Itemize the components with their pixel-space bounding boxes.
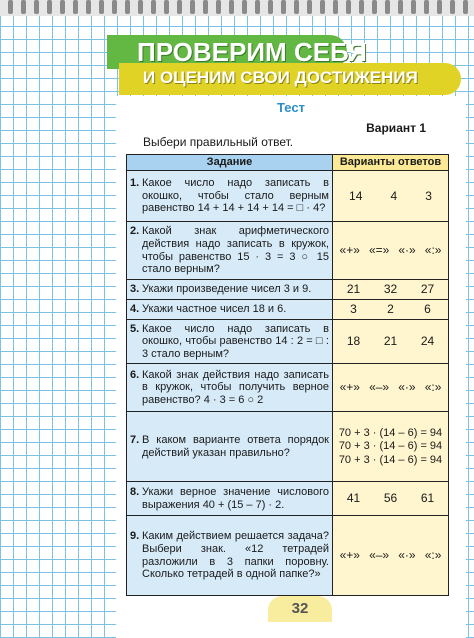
question-text: Какое число надо записать в окошко, чтобы стало верным равенство 14 + 14 + 14 + 14 = □ · 4? [142, 177, 329, 215]
table-row [127, 482, 449, 516]
spiral-coil [112, 0, 117, 14]
question-text: Укажи верное значение числового выражения 40 + (15 – 7) · 2. [142, 485, 329, 511]
spiral-coil [450, 0, 455, 14]
task-column-header: Задание [127, 155, 333, 171]
answer-option[interactable]: «·» [398, 380, 416, 395]
spiral-coil [385, 0, 390, 14]
answer-option[interactable]: 21 [346, 282, 361, 297]
spiral-coil [372, 0, 377, 14]
test-title: Тест [277, 100, 305, 115]
spiral-coil [203, 0, 208, 14]
question-number: 6. [130, 368, 140, 381]
test-table [126, 154, 449, 596]
question-number: 4. [130, 303, 140, 316]
spiral-coil [242, 0, 247, 14]
spiral-coil [8, 0, 13, 14]
spiral-coil [359, 0, 364, 14]
answers-column-header: Варианты ответов [333, 155, 449, 171]
question-number: 9. [130, 530, 140, 543]
table-row [127, 412, 449, 482]
variant-label: Вариант 1 [366, 121, 426, 135]
answer-option[interactable]: 70 + 3 · (14 – 6) = 94 [338, 453, 443, 466]
table-header [127, 155, 449, 171]
answer-option[interactable]: 3 [350, 302, 357, 317]
answer-option[interactable]: 14 [349, 188, 363, 203]
answer-option[interactable]: 24 [420, 334, 435, 349]
spiral-coil [229, 0, 234, 14]
question-number: 7. [130, 433, 140, 446]
spiral-coil [333, 0, 338, 14]
answer-option[interactable]: «+» [339, 548, 360, 563]
spiral-coil [164, 0, 169, 14]
question-number: 2. [130, 225, 140, 238]
spiral-coil [34, 0, 39, 14]
instruction-text: Выбери правильный ответ. [143, 135, 294, 149]
answer-option[interactable]: «+» [339, 380, 360, 395]
notebook-spiral [0, 0, 474, 16]
answer-option[interactable]: «=» [368, 243, 390, 258]
spiral-coil [73, 0, 78, 14]
table-row [127, 280, 449, 300]
spiral-coil [125, 0, 130, 14]
question-text: Каким действием решается задача? Выбери знак. «12 тетрадей разложили в 3 папки поровну. Сколько тетрадей в одной папке?» [142, 530, 329, 581]
table-row [127, 300, 449, 320]
spiral-coil [47, 0, 52, 14]
answer-option[interactable]: «·» [398, 548, 416, 563]
spiral-coil [437, 0, 442, 14]
spiral-coil [138, 0, 143, 14]
answer-option[interactable]: 70 + 3 · (14 – 6) = 94 [338, 426, 443, 439]
question-text: Какое число надо записать в окошко, чтобы равенство 14 : 2 = □ : 3 стало верным? [142, 322, 329, 360]
answer-option[interactable]: «:» [424, 548, 442, 563]
answer-option[interactable]: «–» [369, 380, 390, 395]
spiral-coil [346, 0, 351, 14]
question-number: 3. [130, 283, 140, 296]
title-banner [107, 27, 461, 99]
spiral-coil [307, 0, 312, 14]
spiral-coil [424, 0, 429, 14]
spiral-coil [99, 0, 104, 14]
question-text: В каком варианте ответа порядок действий указан правильно? [142, 433, 329, 459]
spiral-coil [190, 0, 195, 14]
answer-option[interactable]: 56 [383, 491, 398, 506]
spiral-coil [398, 0, 403, 14]
spiral-coil [463, 0, 468, 14]
question-text: Какой знак арифметического действия надо записать в кружок, чтобы равенство 15 · 3 = 3 ○ 15 стало верным? [142, 225, 329, 276]
answer-option[interactable]: 27 [420, 282, 435, 297]
answer-option[interactable]: «+» [339, 243, 360, 258]
spiral-coil [255, 0, 260, 14]
spiral-coil [320, 0, 325, 14]
spiral-coil [294, 0, 299, 14]
answer-option[interactable]: 61 [420, 491, 435, 506]
spiral-coil [86, 0, 91, 14]
answer-option[interactable]: 6 [424, 302, 431, 317]
page-number: 32 [268, 596, 332, 622]
answer-option[interactable]: 21 [383, 334, 398, 349]
answer-option[interactable]: «·» [398, 243, 416, 258]
answer-option[interactable]: 4 [390, 188, 398, 203]
table-row [127, 171, 449, 222]
banner-subtitle: И ОЦЕНИМ СВОИ ДОСТИЖЕНИЯ [143, 68, 418, 87]
answer-option[interactable]: «:» [424, 380, 442, 395]
spiral-coil [411, 0, 416, 14]
answer-option[interactable]: 2 [387, 302, 394, 317]
spiral-coil [60, 0, 65, 14]
answer-option[interactable]: 41 [346, 491, 361, 506]
answer-option[interactable]: 70 + 3 · (14 – 6) = 94 [338, 440, 443, 453]
question-text: Укажи произведение чисел 3 и 9. [142, 283, 312, 296]
answer-option[interactable]: 3 [425, 188, 432, 203]
spiral-coil [151, 0, 156, 14]
question-text: Укажи частное чисел 18 и 6. [142, 303, 287, 316]
answer-option[interactable]: «:» [424, 243, 442, 258]
answer-option[interactable]: 32 [383, 282, 398, 297]
spiral-coil [281, 0, 286, 14]
table-row [127, 516, 449, 596]
answer-option[interactable]: «–» [369, 548, 390, 563]
spiral-coil [21, 0, 26, 14]
table-row [127, 222, 449, 280]
question-number: 5. [130, 322, 140, 335]
question-number: 8. [130, 485, 140, 498]
table-row [127, 364, 449, 412]
banner-title: ПРОВЕРИМ СЕБЯ [137, 37, 367, 67]
answer-option[interactable]: 18 [346, 334, 361, 349]
question-text: Какой знак действия надо записать в кружок, чтобы получить верное равенство? 4 · 3 = 6 ○ 2 [142, 368, 329, 406]
spiral-coil [177, 0, 182, 14]
question-number: 1. [130, 177, 140, 190]
table-row [127, 320, 449, 364]
spiral-coil [216, 0, 221, 14]
spiral-coil [268, 0, 273, 14]
